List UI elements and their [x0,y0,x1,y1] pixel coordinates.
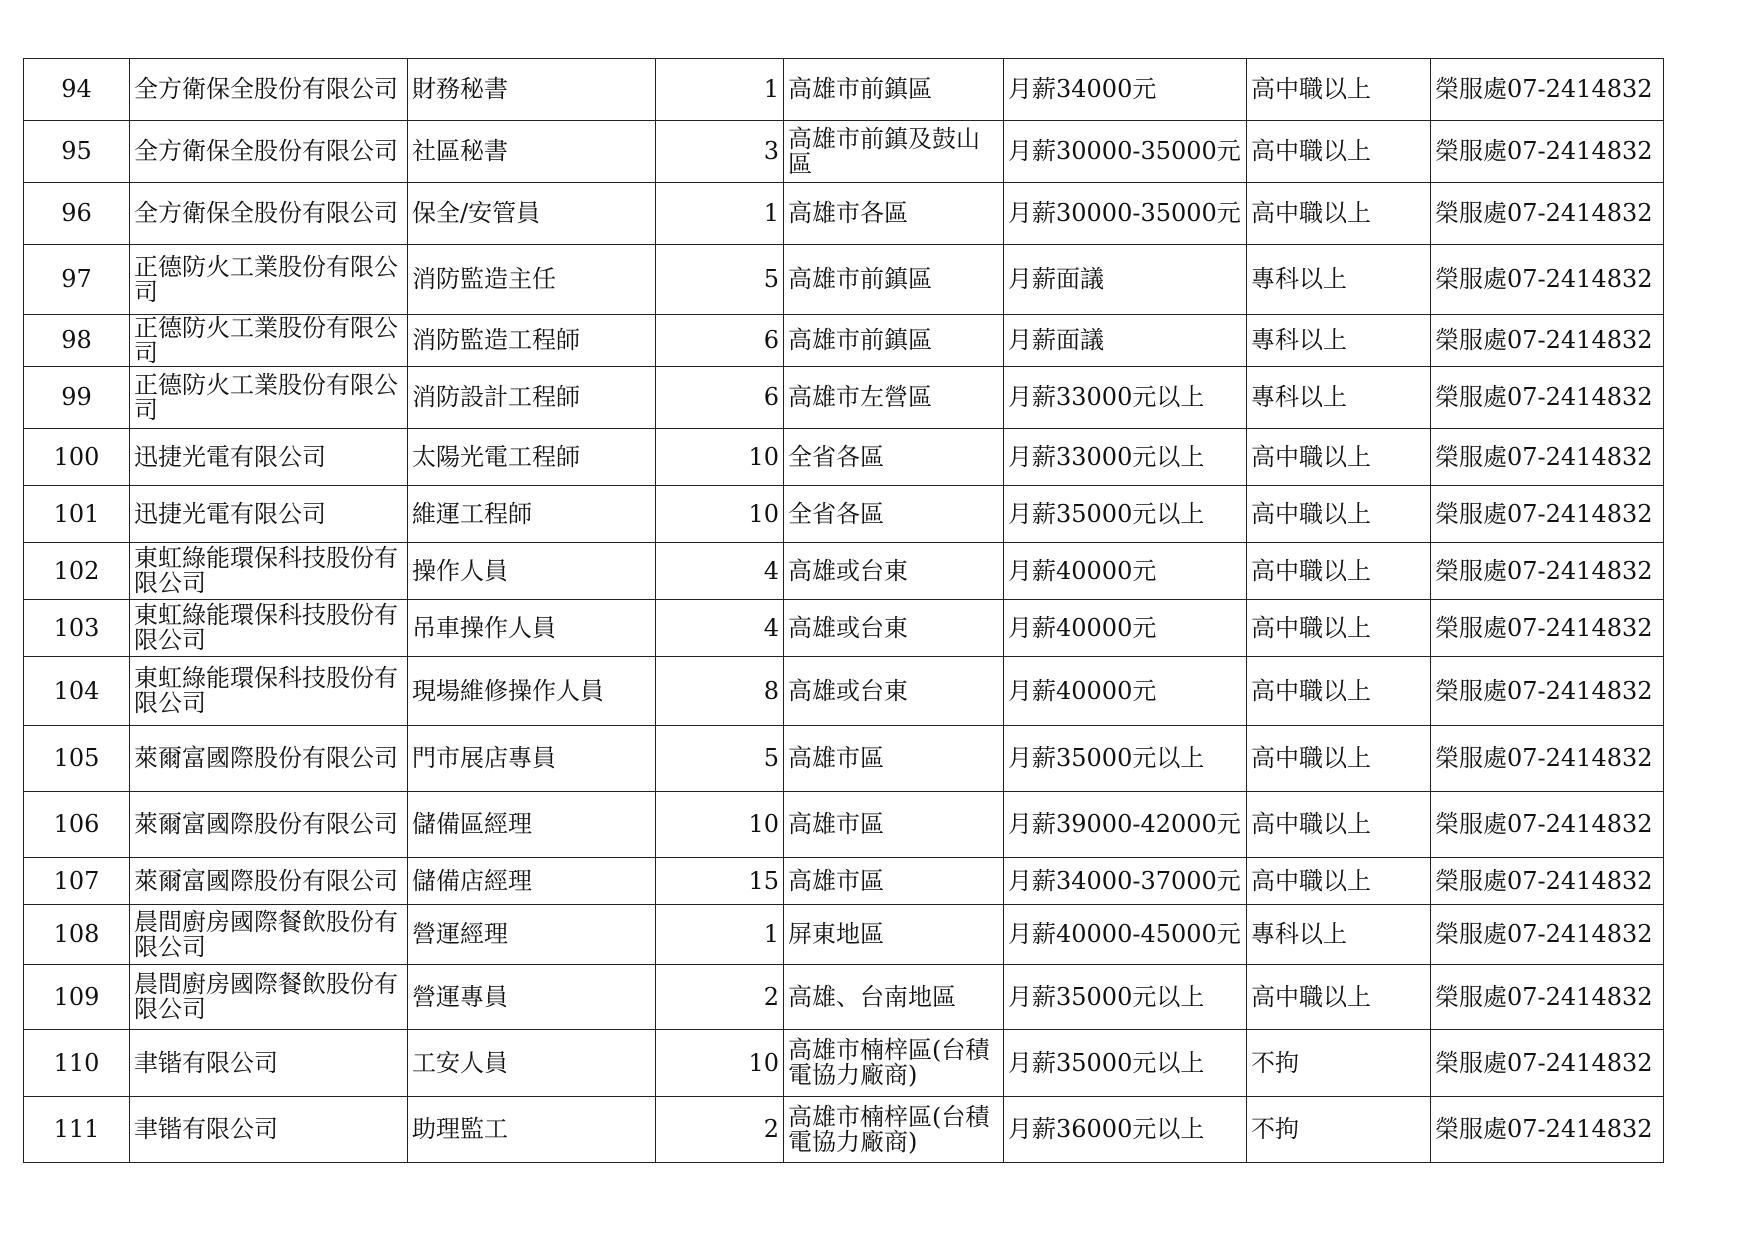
headcount: 10 [656,486,784,543]
education-requirement: 不拘 [1247,1097,1431,1163]
education-requirement: 專科以上 [1247,905,1431,965]
work-location: 全省各區 [784,486,1004,543]
salary: 月薪35000元以上 [1004,965,1247,1030]
education-requirement: 高中職以上 [1247,429,1431,486]
job-title: 助理監工 [408,1097,656,1163]
job-title: 門市展店專員 [408,726,656,792]
job-title: 社區秘書 [408,121,656,183]
education-requirement: 不拘 [1247,1030,1431,1097]
education-requirement: 高中職以上 [1247,543,1431,600]
table-row [24,965,1664,1030]
salary: 月薪33000元以上 [1004,367,1247,429]
contact-info: 榮服處07-2414832 [1431,315,1664,367]
education-requirement: 高中職以上 [1247,858,1431,905]
table-row [24,429,1664,486]
row-number: 103 [24,600,130,657]
work-location: 高雄市前鎮區 [784,315,1004,367]
company-name: 全方衛保全股份有限公司 [130,183,408,245]
headcount: 4 [656,543,784,600]
headcount: 6 [656,315,784,367]
row-number: 104 [24,657,130,726]
headcount: 4 [656,600,784,657]
company-name: 全方衛保全股份有限公司 [130,121,408,183]
row-number: 100 [24,429,130,486]
company-name: 正德防火工業股份有限公司 [130,315,408,367]
work-location: 高雄、台南地區 [784,965,1004,1030]
work-location: 屏東地區 [784,905,1004,965]
education-requirement: 高中職以上 [1247,183,1431,245]
headcount: 8 [656,657,784,726]
work-location: 高雄市區 [784,858,1004,905]
salary: 月薪36000元以上 [1004,1097,1247,1163]
job-listing-table [23,58,1664,1163]
row-number: 105 [24,726,130,792]
contact-info: 榮服處07-2414832 [1431,429,1664,486]
table-row [24,1030,1664,1097]
contact-info: 榮服處07-2414832 [1431,183,1664,245]
row-number: 95 [24,121,130,183]
education-requirement: 高中職以上 [1247,657,1431,726]
table-row [24,600,1664,657]
table-row [24,1097,1664,1163]
company-name: 聿锴有限公司 [130,1030,408,1097]
education-requirement: 高中職以上 [1247,965,1431,1030]
job-title: 營運經理 [408,905,656,965]
headcount: 2 [656,965,784,1030]
company-name: 東虹綠能環保科技股份有限公司 [130,600,408,657]
salary: 月薪34000-37000元 [1004,858,1247,905]
company-name: 迅捷光電有限公司 [130,486,408,543]
table-row [24,121,1664,183]
company-name: 正德防火工業股份有限公司 [130,367,408,429]
salary: 月薪35000元以上 [1004,1030,1247,1097]
education-requirement: 高中職以上 [1247,726,1431,792]
company-name: 全方衛保全股份有限公司 [130,59,408,121]
company-name: 聿锴有限公司 [130,1097,408,1163]
row-number: 102 [24,543,130,600]
job-title: 操作人員 [408,543,656,600]
work-location: 全省各區 [784,429,1004,486]
job-title: 吊車操作人員 [408,600,656,657]
row-number: 106 [24,792,130,858]
row-number: 110 [24,1030,130,1097]
company-name: 東虹綠能環保科技股份有限公司 [130,543,408,600]
table-row [24,726,1664,792]
job-title: 保全/安管員 [408,183,656,245]
headcount: 1 [656,905,784,965]
headcount: 5 [656,726,784,792]
row-number: 96 [24,183,130,245]
headcount: 10 [656,429,784,486]
contact-info: 榮服處07-2414832 [1431,726,1664,792]
company-name: 萊爾富國際股份有限公司 [130,726,408,792]
table-body [24,59,1664,1163]
table-row [24,858,1664,905]
work-location: 高雄市楠梓區(台積電協力廠商) [784,1030,1004,1097]
row-number: 111 [24,1097,130,1163]
table-row [24,543,1664,600]
work-location: 高雄或台東 [784,657,1004,726]
work-location: 高雄或台東 [784,600,1004,657]
work-location: 高雄或台東 [784,543,1004,600]
salary: 月薪30000-35000元 [1004,183,1247,245]
headcount: 1 [656,59,784,121]
salary: 月薪40000元 [1004,543,1247,600]
headcount: 1 [656,183,784,245]
headcount: 3 [656,121,784,183]
row-number: 99 [24,367,130,429]
education-requirement: 高中職以上 [1247,600,1431,657]
work-location: 高雄市左營區 [784,367,1004,429]
headcount: 10 [656,792,784,858]
headcount: 5 [656,245,784,315]
job-title: 消防監造主任 [408,245,656,315]
contact-info: 榮服處07-2414832 [1431,245,1664,315]
table-row [24,792,1664,858]
education-requirement: 高中職以上 [1247,792,1431,858]
contact-info: 榮服處07-2414832 [1431,1097,1664,1163]
job-title: 財務秘書 [408,59,656,121]
job-title: 工安人員 [408,1030,656,1097]
salary: 月薪40000-45000元 [1004,905,1247,965]
table-row [24,367,1664,429]
salary: 月薪40000元 [1004,600,1247,657]
row-number: 101 [24,486,130,543]
job-title: 營運專員 [408,965,656,1030]
row-number: 108 [24,905,130,965]
contact-info: 榮服處07-2414832 [1431,600,1664,657]
headcount: 15 [656,858,784,905]
headcount: 10 [656,1030,784,1097]
headcount: 6 [656,367,784,429]
table-row [24,315,1664,367]
education-requirement: 高中職以上 [1247,121,1431,183]
company-name: 萊爾富國際股份有限公司 [130,792,408,858]
table-row [24,486,1664,543]
table-row [24,183,1664,245]
salary: 月薪面議 [1004,315,1247,367]
work-location: 高雄市區 [784,792,1004,858]
headcount: 2 [656,1097,784,1163]
row-number: 107 [24,858,130,905]
contact-info: 榮服處07-2414832 [1431,543,1664,600]
table-row [24,657,1664,726]
company-name: 正德防火工業股份有限公司 [130,245,408,315]
job-title: 維運工程師 [408,486,656,543]
contact-info: 榮服處07-2414832 [1431,59,1664,121]
contact-info: 榮服處07-2414832 [1431,792,1664,858]
salary: 月薪39000-42000元 [1004,792,1247,858]
education-requirement: 專科以上 [1247,245,1431,315]
table-row [24,59,1664,121]
job-title: 太陽光電工程師 [408,429,656,486]
company-name: 萊爾富國際股份有限公司 [130,858,408,905]
contact-info: 榮服處07-2414832 [1431,657,1664,726]
salary: 月薪33000元以上 [1004,429,1247,486]
job-title: 儲備店經理 [408,858,656,905]
table-row [24,245,1664,315]
contact-info: 榮服處07-2414832 [1431,858,1664,905]
salary: 月薪40000元 [1004,657,1247,726]
work-location: 高雄市前鎮區 [784,59,1004,121]
job-title: 儲備區經理 [408,792,656,858]
education-requirement: 高中職以上 [1247,59,1431,121]
contact-info: 榮服處07-2414832 [1431,965,1664,1030]
row-number: 94 [24,59,130,121]
job-title: 現場維修操作人員 [408,657,656,726]
row-number: 98 [24,315,130,367]
company-name: 東虹綠能環保科技股份有限公司 [130,657,408,726]
job-title: 消防設計工程師 [408,367,656,429]
salary: 月薪30000-35000元 [1004,121,1247,183]
company-name: 晨間廚房國際餐飲股份有限公司 [130,965,408,1030]
contact-info: 榮服處07-2414832 [1431,121,1664,183]
education-requirement: 專科以上 [1247,315,1431,367]
education-requirement: 高中職以上 [1247,486,1431,543]
work-location: 高雄市各區 [784,183,1004,245]
education-requirement: 專科以上 [1247,367,1431,429]
company-name: 迅捷光電有限公司 [130,429,408,486]
row-number: 97 [24,245,130,315]
row-number: 109 [24,965,130,1030]
salary: 月薪面議 [1004,245,1247,315]
salary: 月薪35000元以上 [1004,486,1247,543]
work-location: 高雄市楠梓區(台積電協力廠商) [784,1097,1004,1163]
job-title: 消防監造工程師 [408,315,656,367]
salary: 月薪34000元 [1004,59,1247,121]
contact-info: 榮服處07-2414832 [1431,486,1664,543]
salary: 月薪35000元以上 [1004,726,1247,792]
company-name: 晨間廚房國際餐飲股份有限公司 [130,905,408,965]
contact-info: 榮服處07-2414832 [1431,905,1664,965]
work-location: 高雄市前鎮區 [784,245,1004,315]
work-location: 高雄市區 [784,726,1004,792]
contact-info: 榮服處07-2414832 [1431,1030,1664,1097]
work-location: 高雄市前鎮及鼓山區 [784,121,1004,183]
contact-info: 榮服處07-2414832 [1431,367,1664,429]
table-row [24,905,1664,965]
